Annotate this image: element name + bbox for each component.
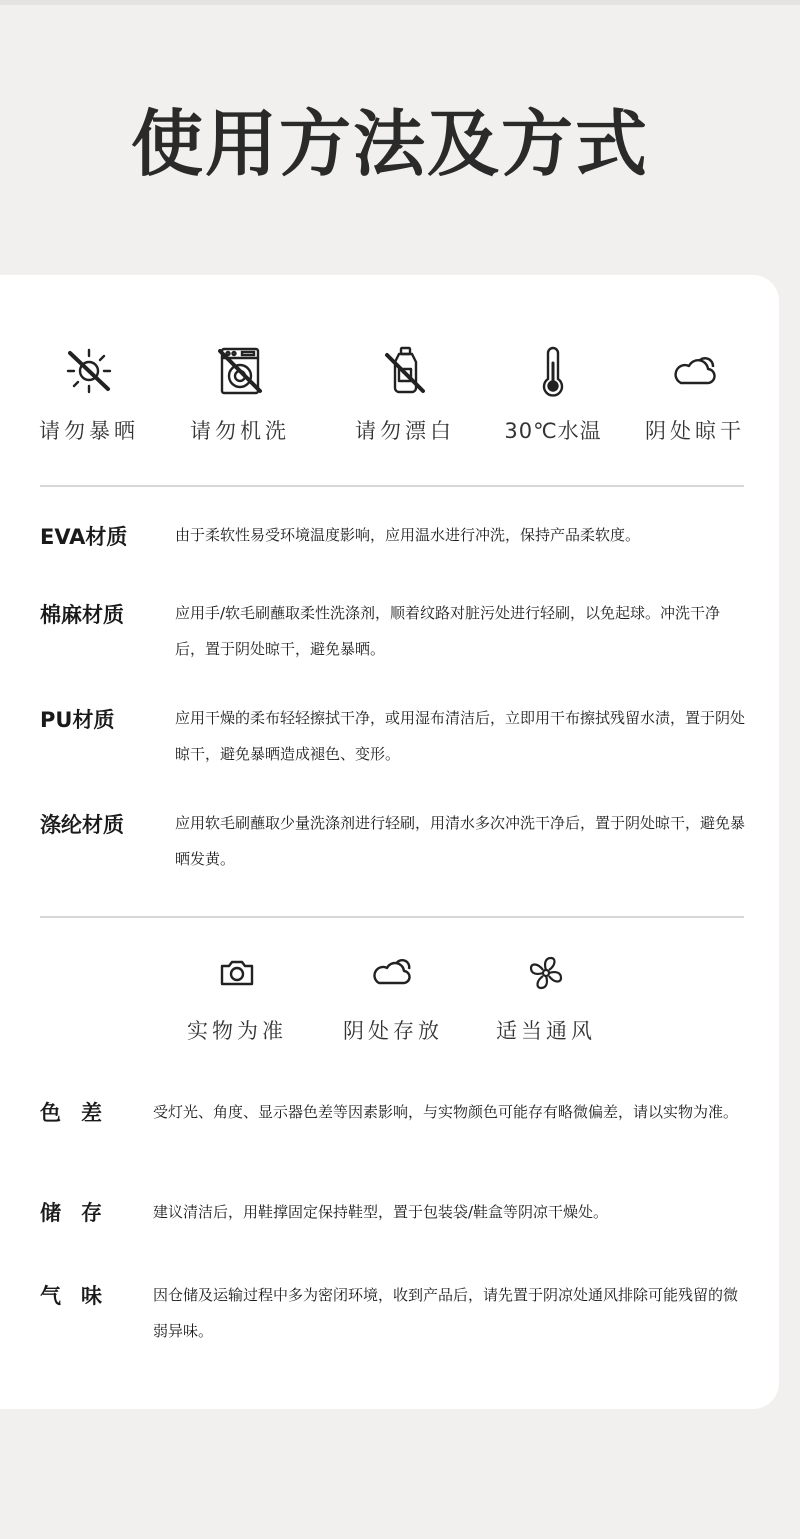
care-item-shade-dry xyxy=(620,345,770,445)
fan-icon xyxy=(526,953,566,993)
storage-item-ventilation xyxy=(471,953,621,1045)
material-name: 涤纶材质 xyxy=(40,813,124,837)
material-name: 棉麻材质 xyxy=(40,603,124,627)
material-name: EVA材质 xyxy=(40,525,128,549)
no-bleach-icon xyxy=(379,345,431,397)
note-name: 色差 xyxy=(40,1101,122,1125)
divider xyxy=(40,485,744,487)
care-item-no-machine-wash xyxy=(165,345,315,445)
note-desc: 因仓储及运输过程中多为密闭环境，收到产品后，请先置于阴凉处通风排除可能残留的微弱异味。 xyxy=(153,1286,739,1340)
care-item-no-bleach xyxy=(330,345,480,445)
care-item-water-temperature xyxy=(478,345,628,445)
material-name: PU材质 xyxy=(40,708,115,732)
storage-item-actual-product xyxy=(162,953,312,1045)
cloud-icon xyxy=(669,345,721,397)
care-item-no-sun xyxy=(14,345,164,445)
no-sun-icon xyxy=(63,345,115,397)
storage-item-shade-store xyxy=(318,953,468,1045)
note-name: 气味 xyxy=(40,1284,122,1308)
cloud-icon xyxy=(370,953,416,993)
care-label: 30℃水温 xyxy=(504,419,602,443)
material-desc: 应用手/软毛刷蘸取柔性洗涤剂，顺着纹路对脏污处进行轻刷，以免起球。冲洗干净后，置于阴处晾干，避免暴晒。 xyxy=(175,604,721,658)
top-strip xyxy=(0,0,800,5)
care-label: 请勿暴晒 xyxy=(39,419,139,443)
note-desc: 受灯光、角度、显示器色差等因素影响，与实物颜色可能存有略微偏差，请以实物为准。 xyxy=(153,1103,739,1121)
material-desc: 应用干燥的柔布轻轻擦拭干净，或用湿布清洁后，立即用干布擦拭残留水渍，置于阴处晾干，避免暴晒造成褪色、变形。 xyxy=(175,709,746,763)
storage-label: 阴处存放 xyxy=(343,1019,443,1043)
camera-icon xyxy=(217,953,257,993)
note-name: 储存 xyxy=(40,1201,122,1225)
storage-label: 适当通风 xyxy=(496,1019,596,1043)
thermometer-icon xyxy=(527,345,579,397)
material-desc: 应用软毛刷蘸取少量洗涤剂进行轻刷，用清水多次冲洗干净后，置于阴处晾干，避免暴晒发黄。 xyxy=(175,814,746,868)
care-label: 请勿漂白 xyxy=(355,419,455,443)
page-title: 使用方法及方式 xyxy=(130,102,649,186)
divider xyxy=(40,916,744,918)
care-card xyxy=(0,275,779,1409)
note-desc: 建议清洁后，用鞋撑固定保持鞋型，置于包装袋/鞋盒等阴凉干燥处。 xyxy=(153,1203,609,1221)
storage-label: 实物为准 xyxy=(187,1019,287,1043)
care-label: 阴处晾干 xyxy=(645,419,745,443)
material-desc: 由于柔软性易受环境温度影响，应用温水进行冲洗，保持产品柔软度。 xyxy=(175,526,641,544)
care-label: 请勿机洗 xyxy=(190,419,290,443)
no-machine-wash-icon xyxy=(214,345,266,397)
